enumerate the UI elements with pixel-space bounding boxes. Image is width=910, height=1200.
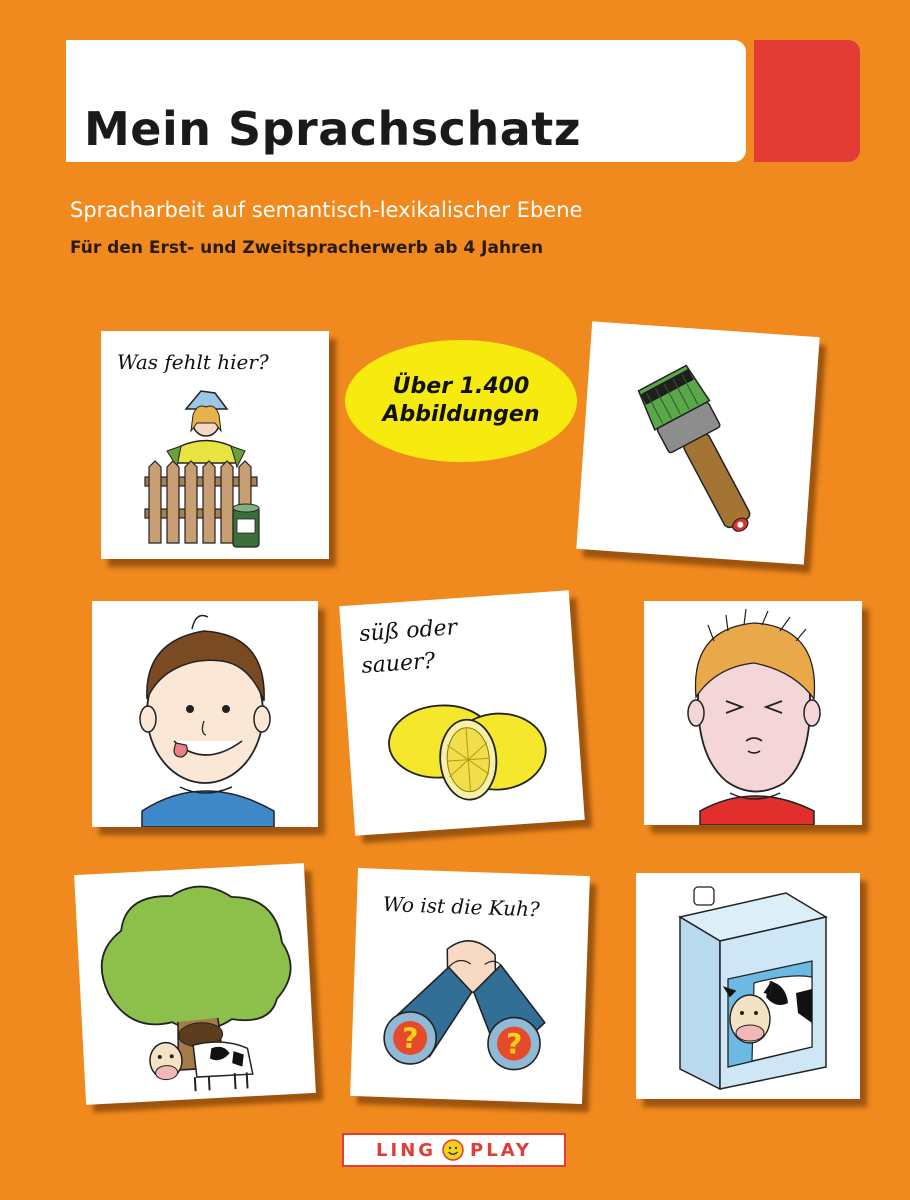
smiley-icon [442, 1139, 464, 1161]
card-lemon [339, 590, 584, 835]
card-lemon-caption-2: sauer? [360, 648, 437, 679]
card-binoculars [350, 868, 590, 1104]
book-title: Mein Sprachschatz [84, 102, 582, 156]
card-lemon-caption-1: süß oder [358, 615, 458, 647]
lingoplay-logo [342, 1133, 566, 1167]
card-milk-carton [636, 873, 860, 1099]
tree-cow-illustration [74, 863, 316, 1105]
card-paintbrush [576, 321, 819, 564]
subtitle: Spracharbeit auf semantisch-lexikalischer Ebene [70, 198, 583, 222]
paintbrush-icon [576, 321, 819, 564]
red-tab [754, 40, 860, 162]
card-fence [101, 331, 329, 559]
card-fence-caption: Was fehlt hier? [117, 350, 269, 374]
logo-text-right: PLAY [470, 1139, 532, 1161]
milk-carton-illustration [636, 873, 860, 1099]
badge-line-1: Über 1.400 [392, 374, 530, 399]
subtitle-age: Für den Erst- und Zweitspracherwerb ab 4 Jahren [70, 238, 544, 258]
card-boy-sour [644, 601, 862, 825]
svg-text:?: ? [505, 1027, 523, 1061]
happy-boy-illustration [92, 601, 318, 827]
card-tree [74, 863, 316, 1105]
card-binoculars-caption: Wo ist die Kuh? [382, 891, 541, 922]
sour-boy-illustration [644, 601, 862, 825]
card-boy-happy [92, 601, 318, 827]
badge-illustrations-count [345, 340, 577, 462]
logo-text-left: LING [376, 1139, 437, 1161]
lemon-illustration [339, 590, 584, 835]
svg-text:?: ? [401, 1021, 419, 1056]
badge-line-2: Abbildungen [382, 402, 540, 427]
binoculars-illustration [350, 868, 590, 1104]
fence-illustration [101, 331, 329, 559]
